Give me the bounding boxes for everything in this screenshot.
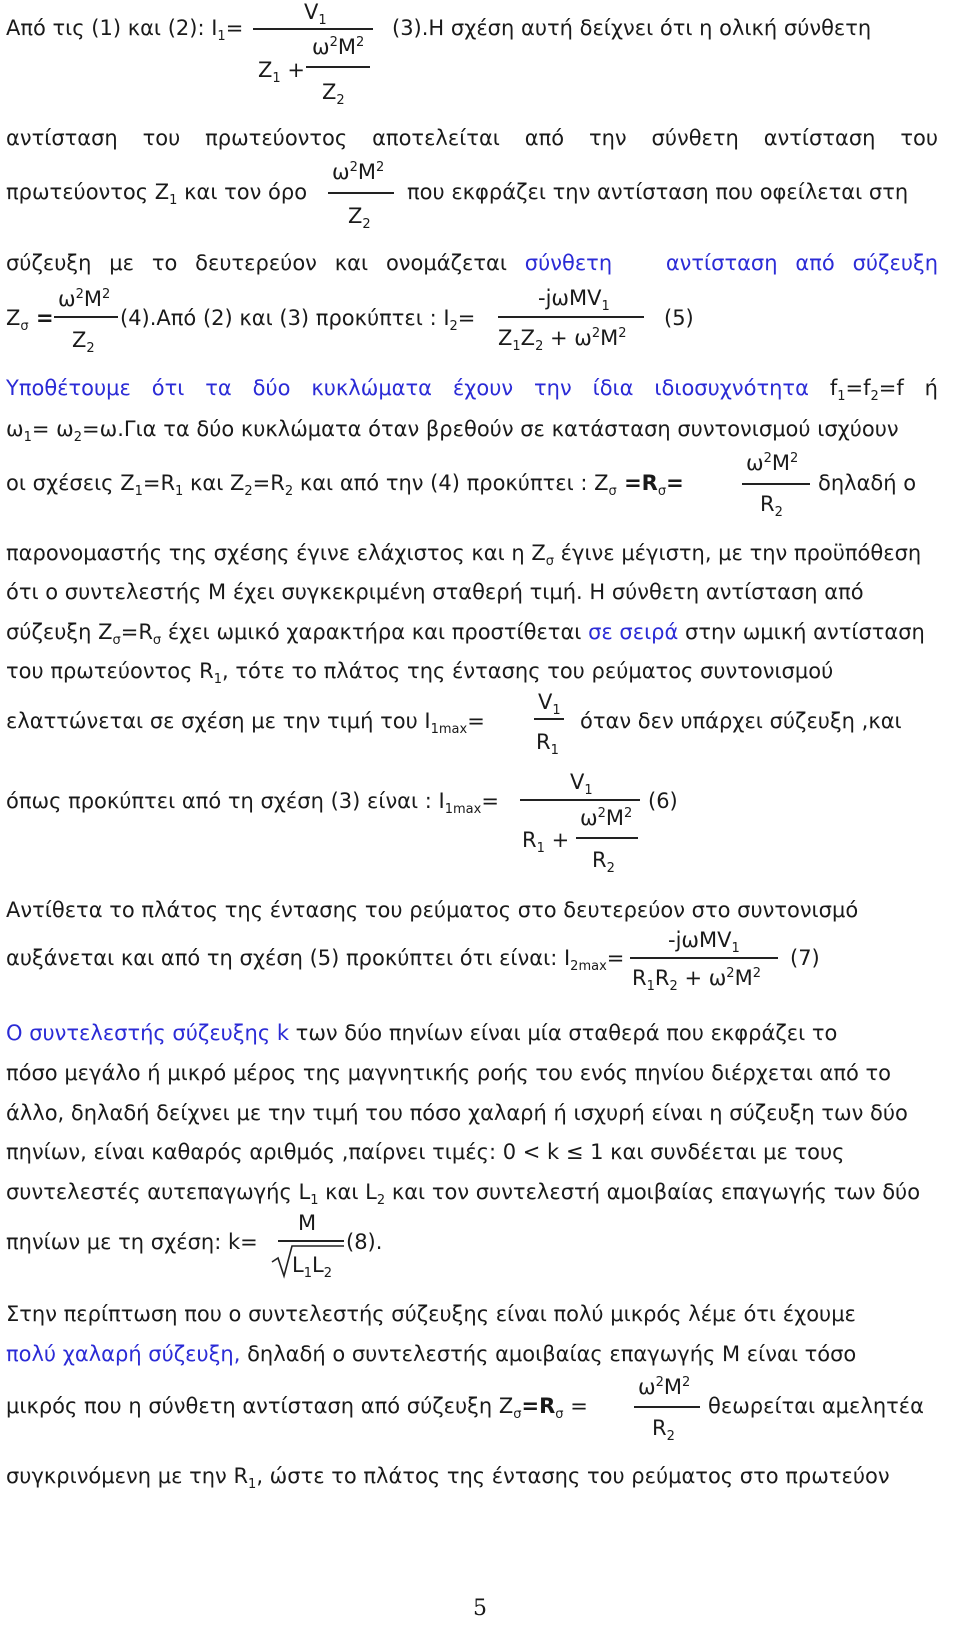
weak-coupling-numerator: $\omega^2M^2$: [638, 1375, 691, 1399]
line-2: αντίσταση του πρωτεύοντος αποτελείται από την σύνθετη αντίσταση του: [6, 126, 938, 150]
eq6-inner-denominator: $R_2$: [592, 848, 615, 877]
term-denominator: $Z_2$: [348, 204, 371, 233]
line-13-tail: όταν δεν υπάρχει σύζευξη ,και: [580, 709, 902, 733]
line-7: $\omega_1= \omega_2=\omega.\Gamma\iota\alpha$ τα δύο κυκλώματα όταν βρεθούν σε κατάσταση συντονισμού ισχύουν: [6, 417, 899, 446]
eq5-fraction-bar: [498, 316, 644, 318]
eq6-fraction-bar: [520, 799, 640, 801]
eq6-number: (6): [648, 789, 678, 813]
line-10: ότι ο συντελεστής Μ έχει συγκεκριμένη σταθερή τιμή. Η σύνθετη αντίσταση από: [6, 580, 864, 604]
term-numerator: $\omega^2M^2$: [332, 160, 385, 184]
eq6-numerator: $V_1$: [570, 770, 593, 799]
eq4-denominator: $Z_2$: [72, 328, 95, 357]
line-18: πόσο μεγάλο ή μικρό μέρος της μαγνητικής ροής του ενός πηνίου διέρχεται από το: [6, 1061, 891, 1085]
term-fraction-bar: [328, 192, 394, 194]
line-26: συγκρινόμενη με την $R_1$, ώστε το πλάτος της έντασης του ρεύματος στο πρωτεύον: [6, 1464, 890, 1493]
eq4-numerator: $\omega^2M^2$: [58, 287, 111, 311]
eq6-denominator-left: $R_1$ +: [522, 828, 570, 857]
i1max-fraction-bar: [534, 718, 564, 720]
line-8-lead: οι σχέσεις $Z_1=R_1$ και $Z_2=R_2$ και από την (4) προκύπτει : $Z_\sigma =R_\sigma=$: [6, 471, 684, 500]
rsigma-fraction-bar: [742, 483, 810, 485]
eq5-denominator: $Z_1Z_2 + \omega^2M^2$: [498, 326, 627, 355]
line-21: συντελεστές αυτεπαγωγής $L_1$ και $L_2$ και τον συντελεστή αμοιβαίας επαγωγής των δύο: [6, 1180, 921, 1209]
line-11: σύζευξη $Z_\sigma=R_\sigma$ έχει ωμικό χαρακτήρα και προστίθεται σε σειρά στην ωμική αντίσταση: [6, 620, 925, 649]
line-15: Αντίθετα το πλάτος της έντασης του ρεύματος στο δευτερεύον στο συντονισμό: [6, 898, 859, 922]
line-17: Ο συντελεστής σύζευξης k των δύο πηνίων είναι μία σταθερά που εκφράζει το: [6, 1021, 838, 1045]
line-22-lead: πηνίων με τη σχέση: k=: [6, 1230, 258, 1254]
eq6-inner-bar: [576, 837, 638, 839]
line-13-lead: ελαττώνεται σε σχέση με την τιμή του $I_{1max}=$: [6, 709, 485, 738]
weak-coupling-fraction-bar: [634, 1406, 700, 1408]
eq3-inner-bar: [306, 66, 370, 68]
line-25-lead: μικρός που η σύνθετη αντίσταση από σύζευξη $Z_\sigma=R_\sigma$ =: [6, 1394, 588, 1423]
line-19: άλλο, δηλαδή δείχνει με την τιμή του πόσο χαλαρή ή ισχυρή είναι η σύζευξη των δύο: [6, 1101, 908, 1125]
eq7-denominator: $R_1R_2 + \omega^2M^2$: [632, 966, 761, 995]
eq5-number: (5): [664, 306, 694, 330]
rsigma-numerator: $\omega^2M^2$: [746, 451, 799, 475]
eq6-inner-numerator: $\omega^2M^2$: [580, 806, 633, 830]
eq8-numerator: M: [298, 1211, 317, 1235]
eq7-number: (7): [790, 946, 820, 970]
line-24: πολύ χαλαρή σύζευξη, δηλαδή ο συντελεστής αμοιβαίας επαγωγής Μ είναι τόσο: [6, 1342, 857, 1366]
line-3-lead: πρωτεύοντος $Z_1$ και τον όρο: [6, 180, 308, 209]
line-1-tail: (3).Η σχέση αυτή δείχνει ότι η ολική σύνθετη: [392, 16, 872, 40]
line-12: του πρωτεύοντος $R_1$, τότε το πλάτος της έντασης του ρεύματος συντονισμού: [6, 659, 834, 688]
eq4-fraction-bar: [54, 316, 118, 318]
line-14-lead: όπως προκύπτει από τη σχέση (3) είναι : $I_{1max}=$: [6, 789, 499, 818]
eq3-numerator: $V_1$: [304, 0, 327, 29]
eq8-denominator: $L_1L_2$: [292, 1253, 332, 1282]
weak-coupling-denominator: $R_2$: [652, 1416, 675, 1445]
line-9: παρονομαστής της σχέσης έγινε ελάχιστος και η $Z_\sigma$ έγινε μέγιστη, με την προϋπόθεση: [6, 541, 922, 570]
z-sigma-label: $Z_\sigma$ =: [6, 306, 54, 335]
line-25-tail: θεωρείται αμελητέα: [708, 1394, 924, 1418]
i1max-denominator: $R_1$: [536, 730, 559, 759]
rsigma-denominator: $R_2$: [760, 492, 783, 521]
line-3-tail: που εκφράζει την αντίσταση που οφείλεται στη: [407, 180, 909, 204]
line-8-tail: δηλαδή ο: [818, 471, 917, 495]
i1max-numerator: $V_1$: [538, 690, 561, 719]
eq3-fraction-bar: [253, 28, 373, 30]
line-1-lead: Από τις (1) και (2): $I_1=$: [6, 16, 244, 45]
eq3-denominator-left: $Z_1$ +: [258, 58, 305, 87]
line-6: Υποθέτουμε ότι τα δύο κυκλώματα έχουν την ίδια ιδιοσυχνότητα $f_1=f_2=f$ ή: [6, 376, 938, 405]
eq8-number: (8).: [346, 1230, 383, 1254]
line-4: σύζευξη με το δευτερεύον και ονομάζεται σύνθετη αντίσταση από σύζευξη: [6, 251, 938, 275]
eq8-fraction-bar: [278, 1240, 344, 1242]
eq7-fraction-bar: [630, 957, 778, 959]
line-5-middle: (4).Από (2) και (3) προκύπτει : $I_2=$: [120, 306, 476, 335]
eq5-numerator: -jωMV$_1$: [538, 286, 610, 315]
line-23: Στην περίπτωση που ο συντελεστής σύζευξης είναι πολύ μικρός λέμε ότι έχουμε: [6, 1302, 856, 1326]
eq3-inner-numerator: $\omega^2M^2$: [312, 35, 365, 59]
eq7-numerator: -jωMV$_1$: [668, 928, 740, 957]
line-16-lead: αυξάνεται και από τη σχέση (5) προκύπτει ότι είναι: $I_{2max}=$: [6, 946, 625, 975]
line-20: πηνίων, είναι καθαρός αριθμός ,παίρνει τιμές: 0 < k ≤ 1 και συνδέεται με τους: [6, 1140, 845, 1164]
page-number: 5: [473, 1596, 487, 1621]
eq3-inner-denominator: $Z_2$: [322, 80, 345, 109]
